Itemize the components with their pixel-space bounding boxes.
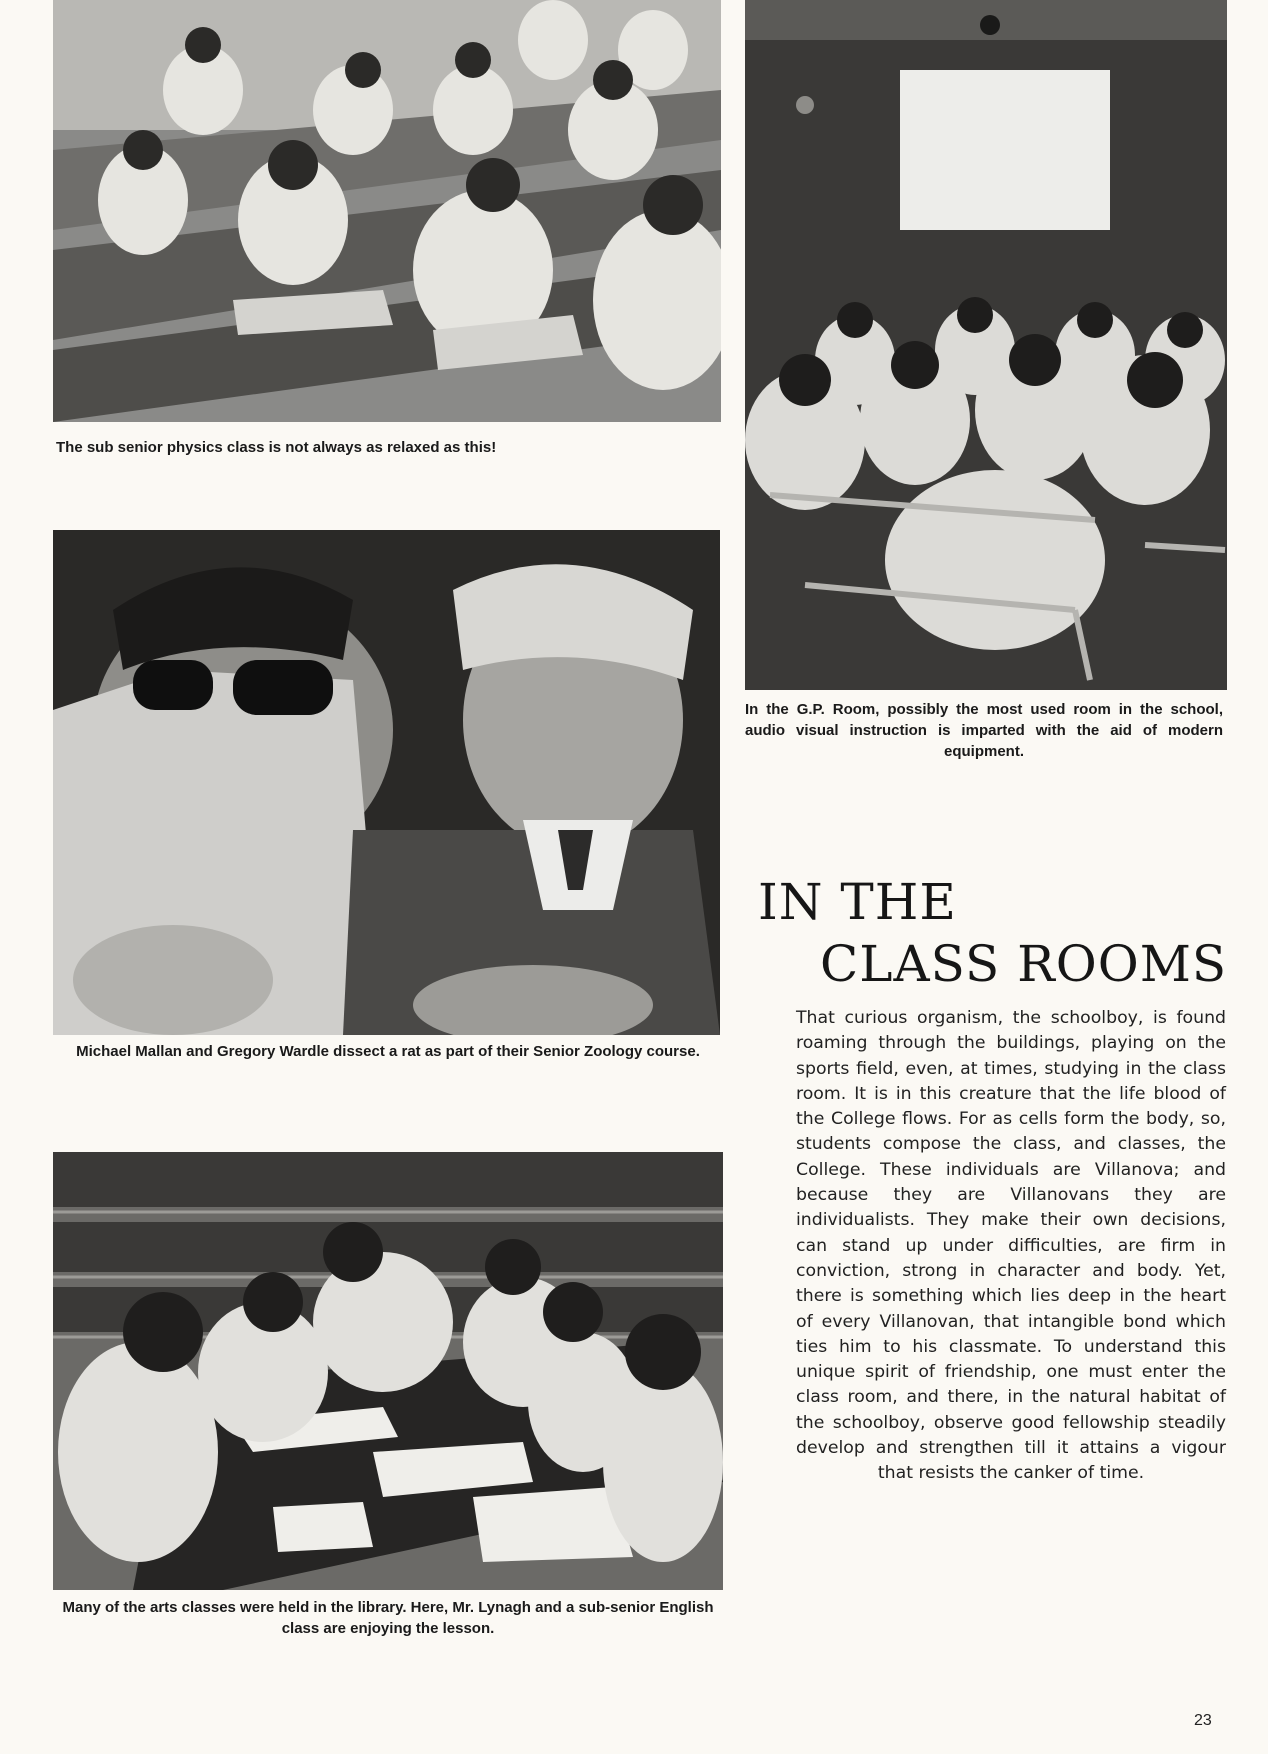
gp-room-caption: In the G.P. Room, possibly the most used room in the school, audio visual instruction is imparted with the aid of modern equipment.	[745, 701, 1223, 760]
page-number: 23	[1194, 1712, 1212, 1729]
article-heading-line2: CLASS ROOMS	[820, 935, 1228, 993]
zoology-photo	[53, 530, 720, 1035]
gp-room-photo	[745, 0, 1227, 690]
library-caption: Many of the arts classes were held in the library. Here, Mr. Lynagh and a sub-senior English class are enjoying the lesson.	[62, 1599, 714, 1637]
library-photo	[53, 1152, 723, 1590]
zoology-caption: Michael Mallan and Gregory Wardle dissect a rat as part of their Senior Zoology course.	[76, 1043, 700, 1060]
physics-class-photo	[53, 0, 721, 422]
article-body: That curious organism, the schoolboy, is found roaming through the buildings, playing on the sports field, even, at times, studying in the class room. It is in this creature that the life blood of the College flows. For as cells form the body, so, students compose the class, and classes, the College. These individuals are Villanova; and because they are Villanovans they are individualists. They make their own decisions, can stand up under difficulties, are firm in conviction, strong in character and body. Yet, there is something which lies deep in the heart of every Villanovan, that intangible bond which ties him to his classmate. To understand this unique spirit of friendship, one must enter the class room, and there, in the natural habitat of the schoolboy, observe good fellowship steadily develop and strengthen till it attains a vigour that resists the canker of time.	[796, 1008, 1226, 1484]
physics-caption: The sub senior physics class is not always as relaxed as this!	[56, 439, 497, 456]
article-heading-line1: IN THE	[758, 873, 957, 931]
